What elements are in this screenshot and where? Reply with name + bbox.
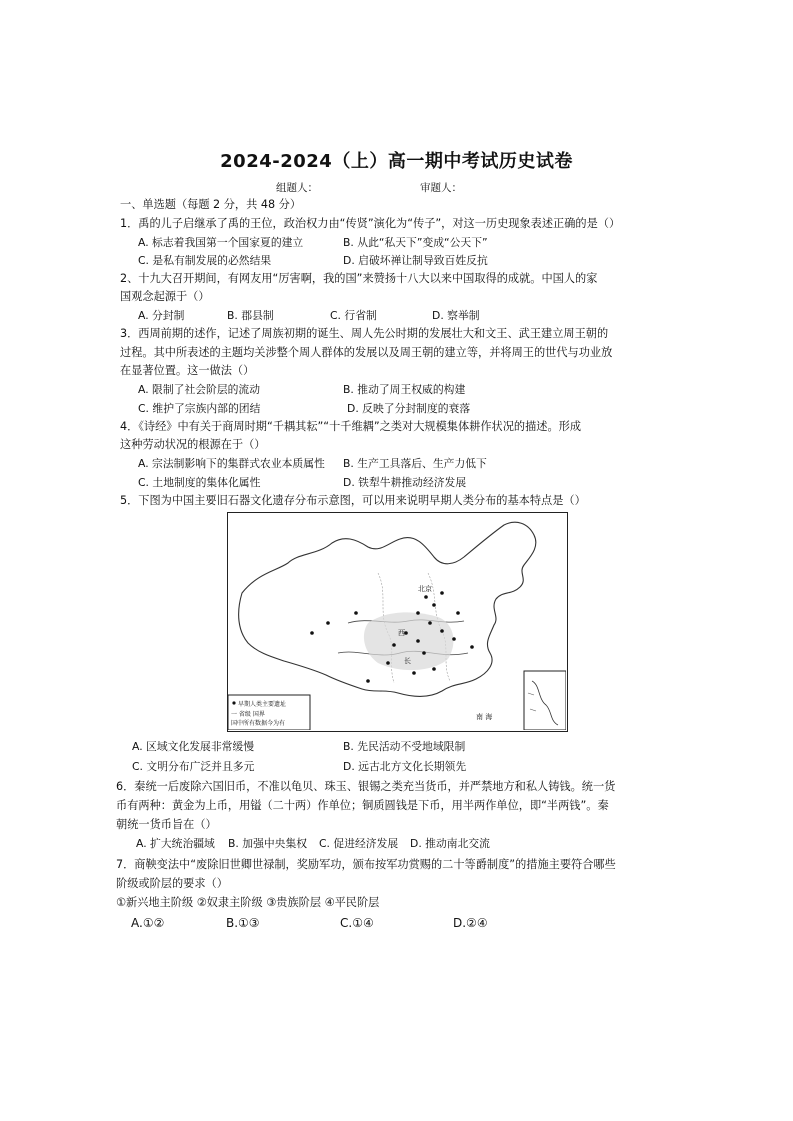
china-map-drawing <box>228 513 566 730</box>
legend-sites: 早期人类主要遗址 <box>238 701 287 708</box>
q2-option-c[interactable]: C. 行省制 <box>330 309 377 322</box>
map-label-chang: 长 <box>404 657 411 665</box>
map-label-xian: 西 <box>398 629 405 637</box>
q3-stem-line1: 3．西周前期的述作，记述了周族初期的诞生、周人先公时期的发展壮大和文王、武王建立周王朝的 <box>120 327 609 340</box>
q3-option-a[interactable]: A. 限制了社会阶层的流动 <box>138 383 261 396</box>
legend-borders: 一 省级 国界 <box>231 711 265 718</box>
q3-option-b[interactable]: B. 推动了周王权威的构建 <box>343 383 466 396</box>
q3-stem-line2: 过程。其中所表述的主题均关涉整个周人群体的发展以及周王朝的建立等，并将周王的世代与功业放 <box>120 346 613 359</box>
q4-option-c[interactable]: C. 土地制度的集体化属性 <box>138 476 261 489</box>
paleolithic-sites-map <box>227 512 568 732</box>
q1-option-a[interactable]: A. 标志着我国第一个国家夏的建立 <box>138 236 304 249</box>
q4-stem-line2: 这种劳动状况的根源在于（） <box>120 438 266 451</box>
q7-stem-line2: 阶级或阶层的要求（） <box>116 877 228 890</box>
q4-stem-line1: 4．《诗经》中有关于商周时期“千耦其耘”“十千维耦”之类对大规模集体耕作状况的描述。形成 <box>120 420 582 433</box>
q5-option-c[interactable]: C. 文明分布广泛并且多元 <box>132 760 255 773</box>
q1-option-b[interactable]: B. 从此“私天下”变成“公天下” <box>343 236 488 249</box>
q7-option-c[interactable]: C.①④ <box>340 916 374 930</box>
q6-stem-line2: 币有两种：黄金为上币，用镒（二十两）作单位；铜质圆钱是下币，用半两作单位，即“半两钱”。秦 <box>116 799 609 812</box>
q6-option-a[interactable]: A. 扩大统治疆域 <box>136 837 215 850</box>
q2-stem-line1: 2、十九大召开期间，有网友用“厉害啊，我的国”来赞扬十八大以来中国取得的成就。中国人的家 <box>120 272 598 285</box>
q1-stem: 1．禹的儿子启继承了禹的王位，政治权力由“传贤”演化为“传子”，对这一历史现象表述正确的是（） <box>120 217 621 230</box>
map-label-nanhai: 南 海 <box>476 713 493 721</box>
q6-option-d[interactable]: D. 推动南北交流 <box>410 837 490 850</box>
q6-option-c[interactable]: C. 促进经济发展 <box>319 837 399 850</box>
q3-stem-line3: 在显著位置。这一做法（） <box>120 364 255 377</box>
q6-stem-line3: 朝统一货币旨在（） <box>116 818 217 831</box>
q4-option-a[interactable]: A. 宗法制影响下的集群式农业本质属性 <box>138 457 325 470</box>
q5-stem: 5．下图为中国主要旧石器文化遗存分布示意图，可以用来说明早期人类分布的基本特点是（） <box>120 494 586 507</box>
q7-option-b[interactable]: B.①③ <box>226 916 260 930</box>
q5-option-d[interactable]: D. 远古北方文化长期领先 <box>343 760 467 773</box>
q3-option-d[interactable]: D. 反映了分封制度的衰落 <box>347 402 471 415</box>
q7-option-a[interactable]: A.①② <box>131 916 165 930</box>
q4-option-b[interactable]: B. 生产工具落后、生产力低下 <box>343 457 487 470</box>
q1-option-d[interactable]: D. 启破坏禅让制导致百姓反抗 <box>343 254 488 267</box>
q2-stem-line2: 国观念起源于（） <box>120 290 210 303</box>
q6-stem-line1: 6．秦统一后废除六国旧币，不准以龟贝、珠玉、银锡之类充当货币，并严禁地方和私人铸钱。统一货 <box>116 780 616 793</box>
south-sea-inset <box>524 671 566 730</box>
map-label-beijing: 北京 <box>418 585 432 593</box>
q2-option-d[interactable]: D. 察举制 <box>432 309 480 322</box>
q4-option-d[interactable]: D. 铁犁牛耕推动经济发展 <box>343 476 467 489</box>
setter-label: 组题人： <box>276 182 318 194</box>
q1-option-c[interactable]: C. 是私有制发展的必然结果 <box>138 254 272 267</box>
coastline-path <box>239 522 536 696</box>
exam-title: 2024-2024（上）高一期中考试历史试卷 <box>220 151 573 172</box>
q2-option-a[interactable]: A. 分封制 <box>138 309 185 322</box>
legend-note: 国中所有数据今为有 <box>231 720 286 727</box>
section-heading: 一、单选题（每题 2 分，共 48 分） <box>120 198 302 211</box>
q3-option-c[interactable]: C. 维护了宗族内部的团结 <box>138 402 261 415</box>
q7-stem-line1: 7．商鞅变法中“废除旧世卿世禄制，奖励军功，颁布按军功赏赐的二十等爵制度”的措施主要符合哪些 <box>116 858 616 871</box>
q7-option-d[interactable]: D.②④ <box>453 916 488 930</box>
q6-option-b[interactable]: B. 加强中央集权 <box>228 837 308 850</box>
q7-choices: ①新兴地主阶级 ②奴隶主阶级 ③贵族阶层 ④平民阶层 <box>116 896 380 909</box>
q2-option-b[interactable]: B. 郡县制 <box>227 309 274 322</box>
q5-option-a[interactable]: A. 区域文化发展非常缓慢 <box>132 740 255 753</box>
reviewer-label: 审题人： <box>420 182 462 194</box>
q5-option-b[interactable]: B. 先民活动不受地域限制 <box>343 740 466 753</box>
